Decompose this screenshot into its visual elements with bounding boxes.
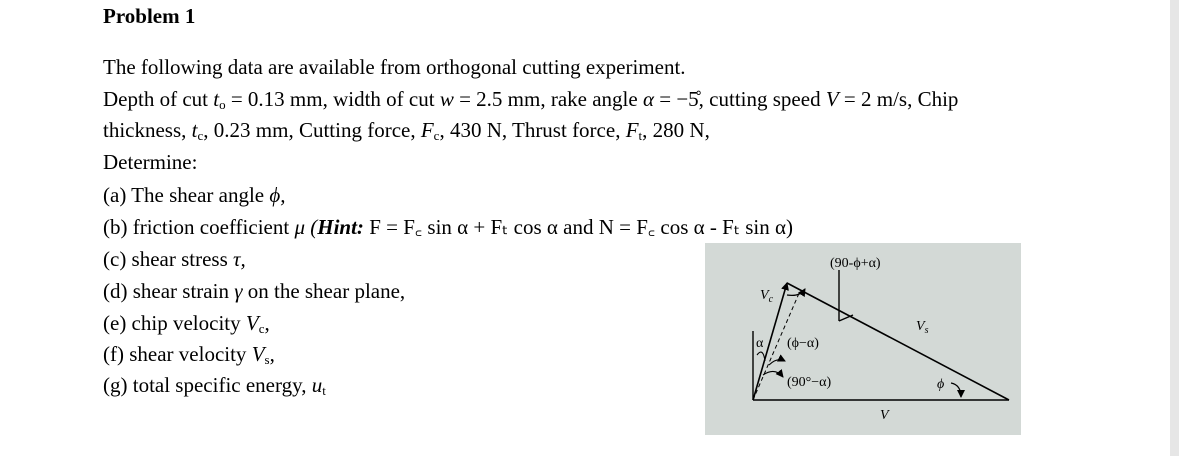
label-vc-main: V: [760, 288, 769, 303]
item-e: [103, 309, 270, 337]
item-text: (d) shear strain: [103, 279, 235, 303]
item-c: [103, 245, 246, 273]
symbol-mu: μ: [294, 215, 305, 239]
item-text: (c) shear stress: [103, 247, 234, 271]
item-b: [103, 213, 793, 241]
sub-t: t: [638, 128, 643, 143]
text-span: = −5̊, cutting speed: [654, 87, 826, 111]
symbol-gamma: γ: [234, 279, 243, 303]
text-span: , 0.23 mm, Cutting force,: [203, 118, 421, 142]
var-fc: F: [420, 118, 434, 142]
item-text: (e) chip velocity: [103, 311, 246, 335]
angle-arc-alpha: [757, 352, 765, 361]
item-text: ,: [264, 311, 270, 335]
item-f: [103, 340, 275, 368]
label-vc-sub: c: [768, 294, 774, 305]
hint-label: Hint:: [317, 215, 364, 239]
label-vs-sub: s: [924, 325, 929, 336]
data-line-2: [103, 116, 710, 144]
symbol-tau: τ,: [233, 247, 246, 271]
item-text: (g) total specific energy,: [103, 373, 312, 397]
sub-c: c: [197, 128, 204, 143]
label-phi-minus-alpha: (ϕ−α): [787, 336, 819, 351]
text-span: , 280 N,: [642, 118, 710, 142]
symbol-vc: V: [245, 311, 259, 335]
text-span: , 430 N, Thrust force,: [439, 118, 626, 142]
sub-t: t: [322, 383, 326, 398]
hint-formula: F = F꜀ sin α + Fₜ cos α and N = F꜀ cos α - Fₜ sin α): [363, 215, 794, 239]
label-vc: [760, 288, 774, 305]
angle-arc-top: [787, 289, 805, 295]
var-to: t: [213, 87, 220, 111]
sub-s: s: [264, 352, 270, 367]
velocity-diagram-svg: [705, 243, 1021, 435]
label-vs-main: V: [916, 319, 925, 334]
sub-c: c: [433, 128, 440, 143]
determine-label: Determine:: [103, 150, 198, 174]
item-text: (a) The shear angle: [103, 183, 270, 207]
text-span: = 0.13 mm, width of cut: [225, 87, 440, 111]
angle-arc-90-alpha: [763, 371, 783, 377]
right-angle-mark: [839, 315, 853, 321]
angle-arc-phi: [951, 383, 961, 397]
label-phi: ϕ: [937, 377, 945, 392]
var-alpha: α: [642, 87, 654, 111]
page-edge: [1170, 0, 1179, 456]
symbol-phi: ϕ,: [269, 183, 286, 207]
label-90-minus-alpha: (90°−α): [787, 375, 832, 390]
item-a: [103, 181, 285, 209]
text-span: thickness,: [103, 118, 192, 142]
hint-paren: (: [305, 215, 318, 239]
sub-c: c: [258, 321, 265, 336]
text-span: = 2 m/s, Chip: [838, 87, 959, 111]
symbol-ut: u: [311, 373, 323, 397]
velocity-diagram: [705, 243, 1021, 435]
text-span: = 2.5 mm, rake angle: [453, 87, 643, 111]
data-line-1: [103, 85, 958, 113]
item-text: (b) friction coefficient: [103, 215, 295, 239]
label-vs: [916, 319, 929, 336]
sub-o: o: [219, 97, 226, 112]
item-g: [103, 371, 326, 399]
angle-arc-phi-alpha: [769, 360, 785, 365]
var-ft: F: [625, 118, 639, 142]
label-v: V: [880, 408, 889, 423]
item-d: [103, 277, 405, 305]
item-text: (f) shear velocity: [103, 342, 252, 366]
var-w: w: [439, 87, 454, 111]
text-span: Depth of cut: [103, 87, 214, 111]
var-tc: t: [191, 118, 198, 142]
intro-line: The following data are available from orthogonal cutting experiment.: [103, 55, 686, 79]
var-v: V: [825, 87, 839, 111]
label-top-angle: (90-ϕ+α): [830, 256, 881, 271]
problem-title: Problem 1: [103, 4, 196, 28]
symbol-vs: V: [251, 342, 265, 366]
item-text: ,: [269, 342, 275, 366]
label-alpha: α: [756, 336, 764, 351]
item-text: on the shear plane,: [242, 279, 406, 303]
